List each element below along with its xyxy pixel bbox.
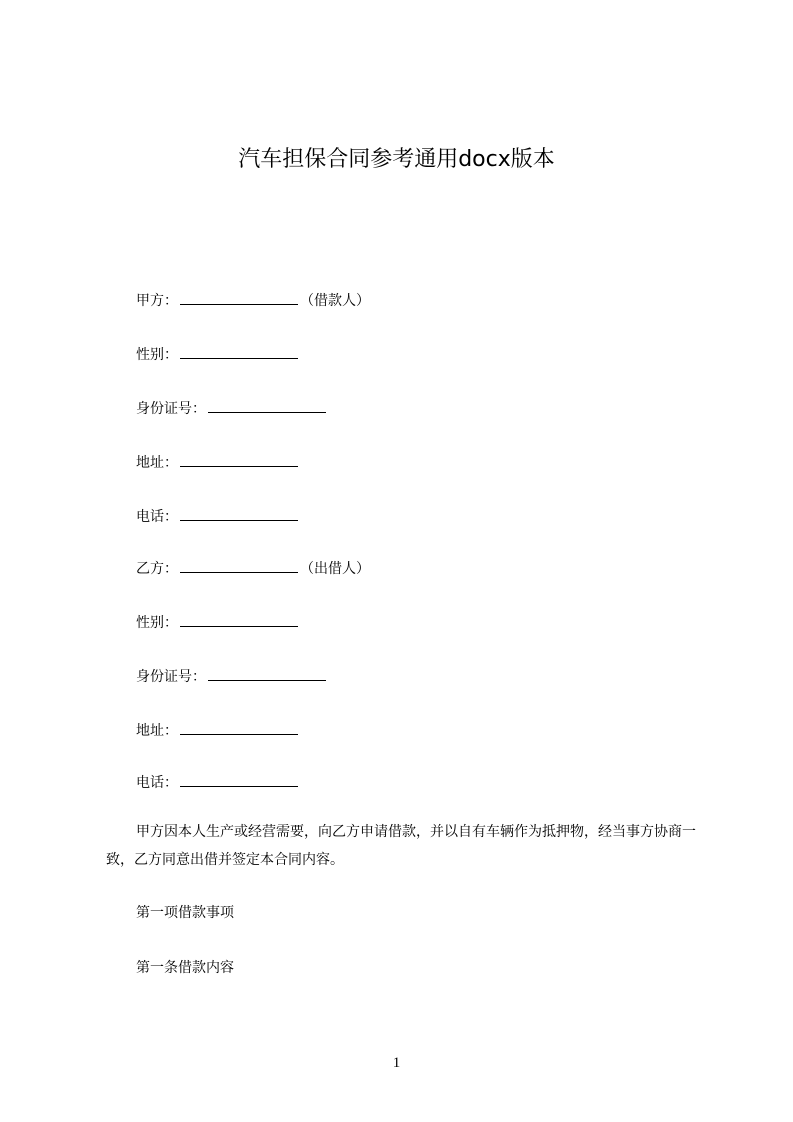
label: 地址：	[136, 455, 178, 471]
label: 性别：	[136, 347, 178, 363]
label: 地址：	[136, 723, 178, 739]
party-b-address-field	[136, 720, 300, 741]
blank-line	[208, 398, 326, 413]
party-b-id-field	[136, 666, 328, 687]
label: 甲方：	[136, 293, 178, 309]
article-heading: 第一条借款内容	[136, 960, 234, 976]
label: 电话：	[136, 775, 178, 791]
label: 性别：	[136, 615, 178, 631]
label: 身份证号：	[136, 401, 206, 417]
party-b-gender-field	[136, 612, 300, 633]
role: （出借人）	[300, 561, 370, 577]
blank-line	[208, 666, 326, 681]
label: 乙方：	[136, 561, 178, 577]
blank-line	[180, 506, 298, 521]
blank-line	[180, 290, 298, 305]
section-heading: 第一项借款事项	[136, 905, 234, 921]
party-a-gender-field	[136, 344, 300, 365]
blank-line	[180, 452, 298, 467]
blank-line	[180, 558, 298, 573]
blank-line	[180, 720, 298, 735]
party-b-phone-field	[136, 772, 300, 793]
intro-paragraph: 甲方因本人生产或经营需要，向乙方申请借款，并以自有车辆作为抵押物，经当事方协商一致，乙方同意出借并签定本合同内容。	[106, 824, 696, 868]
party-b-name-field	[136, 558, 370, 579]
blank-line	[180, 612, 298, 627]
role: （借款人）	[300, 293, 370, 309]
label: 身份证号：	[136, 669, 206, 685]
party-a-phone-field	[136, 506, 300, 527]
party-a-name-field	[136, 290, 370, 311]
page-number: 1	[392, 1055, 401, 1071]
party-a-id-field	[136, 398, 328, 419]
label: 电话：	[136, 509, 178, 525]
blank-line	[180, 772, 298, 787]
party-a-address-field	[136, 452, 300, 473]
document-title: 汽车担保合同参考通用docx版本	[238, 147, 555, 172]
blank-line	[180, 344, 298, 359]
